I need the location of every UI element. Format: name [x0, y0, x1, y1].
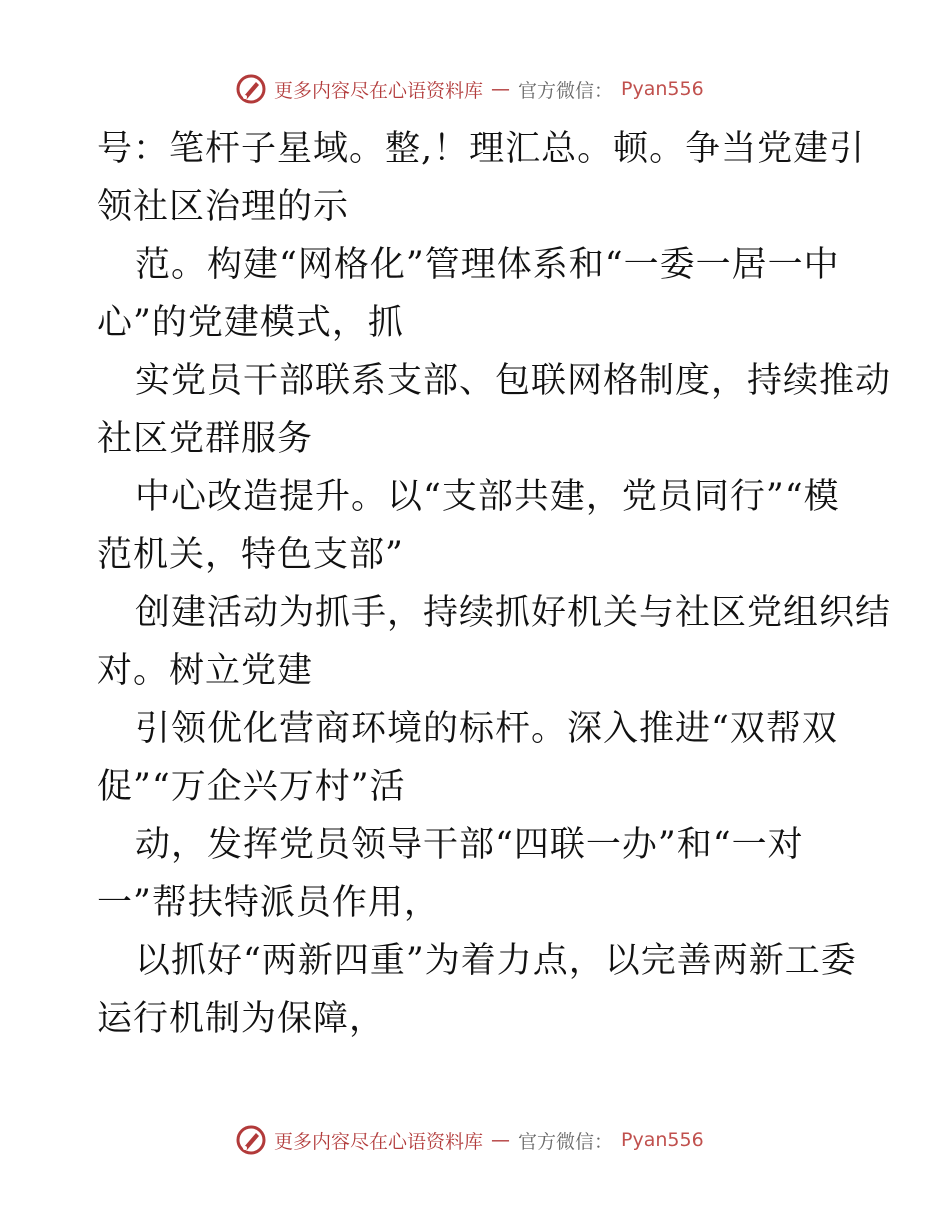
- footer-banner: [236, 1123, 756, 1157]
- text-line: 动，发挥党员领导干部“四联一办”和“一对: [135, 825, 804, 865]
- banner-wechat-id: Pyan556: [621, 78, 704, 100]
- text-line: 号：笔杆子星域。整,！理汇总。顿。争当党建引: [97, 129, 866, 169]
- text-line: 一”帮扶特派员作用，: [97, 883, 440, 923]
- banner-title: 更多内容尽在心语资料库: [274, 1130, 484, 1153]
- pen-logo-icon: [236, 74, 266, 104]
- text-line: 运行机制为保障，: [97, 999, 386, 1039]
- text-line: 心”的党建模式，抓: [97, 303, 404, 343]
- text-line: 实党员干部联系支部、包联网格制度，持续推动: [135, 361, 892, 401]
- banner-wechat-label: 官方微信：: [518, 1130, 614, 1153]
- pen-logo-icon: [236, 1125, 266, 1155]
- text-line: 领社区治理的示: [97, 187, 350, 227]
- text-line: 促”“万企兴万村”活: [97, 767, 406, 807]
- banner-wechat-id: Pyan556: [621, 1129, 704, 1151]
- text-line: 对。树立党建: [97, 651, 314, 691]
- text-line: 以抓好“两新四重”为着力点，以完善两新工委: [135, 941, 857, 981]
- text-line: 范。构建“网格化”管理体系和“一委一居一中: [135, 245, 840, 285]
- text-line: 范机关，特色支部”: [97, 535, 404, 575]
- banner-dash: —: [491, 78, 511, 100]
- text-line: 创建活动为抓手，持续抓好机关与社区党组织结: [135, 593, 892, 633]
- header-banner: [236, 72, 756, 106]
- document-body: [97, 120, 892, 1048]
- text-line: 中心改造提升。以“支部共建，党员同行”“模: [135, 477, 840, 517]
- text-line: 社区党群服务: [97, 419, 314, 459]
- banner-title: 更多内容尽在心语资料库: [274, 79, 484, 102]
- text-line: 引领优化营商环境的标杆。深入推进“双帮双: [135, 709, 838, 749]
- banner-wechat-label: 官方微信：: [518, 79, 614, 102]
- banner-dash: —: [491, 1129, 511, 1151]
